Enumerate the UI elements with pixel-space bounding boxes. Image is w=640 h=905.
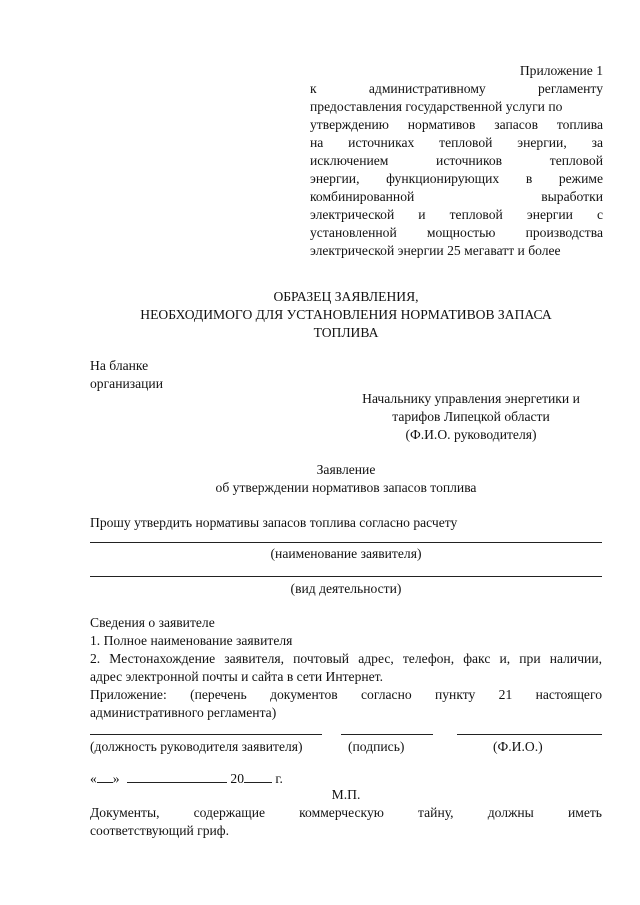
note-line: Документы, содержащие коммерческую тайну, должны иметь — [90, 805, 602, 820]
year-prefix: 20 — [230, 771, 244, 786]
day-blank — [97, 770, 113, 783]
activity-type-line — [90, 576, 602, 577]
annex-line: утверждению нормативов запасов топлива — [310, 117, 603, 132]
applicant-name-line — [90, 542, 602, 543]
statement-subtitle: об утверждении нормативов запасов топлива — [215, 480, 477, 495]
info-item: 2. Местонахождение заявителя, почтовый адрес, телефон, факс и, при наличии, — [90, 651, 602, 666]
letterhead-line: На бланке — [90, 358, 149, 373]
heading-line: НЕОБХОДИМОГО ДЛЯ УСТАНОВЛЕНИЯ НОРМАТИВОВ ЗАПАСА — [140, 307, 552, 322]
statement-title: Заявление — [316, 462, 376, 477]
addressee-line: тарифов Липецкой области — [392, 409, 550, 424]
applicant-info — [90, 614, 602, 722]
position-signature-line — [90, 734, 322, 735]
annex-line: предоставления государственной услуги по — [310, 99, 563, 114]
info-title: Сведения о заявителе — [90, 615, 215, 630]
name-signature-line — [457, 734, 602, 735]
date-quote: « — [90, 771, 97, 786]
sign-caption: (подпись) — [348, 739, 405, 754]
document-heading — [90, 288, 602, 342]
request-text: Прошу утвердить нормативы запасов топлива согласно расчету — [90, 515, 458, 530]
attachment-text: административного регламента) — [90, 705, 277, 720]
activity-type-caption: (вид деятельности) — [290, 581, 402, 596]
addressee-block — [330, 390, 612, 444]
position-caption: (должность руководителя заявителя) — [90, 739, 303, 754]
stamp-place: М.П. — [331, 787, 361, 802]
letterhead-note — [90, 357, 163, 393]
attachment-text: Приложение: (перечень документов согласно пункту 21 настоящего — [90, 687, 602, 702]
applicant-name-caption: (наименование заявителя) — [270, 546, 422, 561]
annex-body — [310, 80, 603, 260]
info-item: 1. Полное наименование заявителя — [90, 633, 293, 648]
year-suffix: г. — [275, 771, 283, 786]
annex-line: исключением источников тепловой — [310, 153, 603, 168]
info-item: адрес электронной почты и сайта в сети Интернет. — [90, 669, 384, 684]
annex-line: электрической энергии 25 мегаватт и более — [310, 243, 561, 258]
heading-line: ОБРАЗЕЦ ЗАЯВЛЕНИЯ, — [273, 289, 419, 304]
annex-line: установленной мощностью производства — [310, 225, 603, 240]
annex-line: на источниках тепловой энергии, за — [310, 135, 603, 150]
annex-line: энергии, функционирующих в режиме — [310, 171, 603, 186]
addressee-line: (Ф.И.О. руководителя) — [405, 427, 537, 442]
month-blank — [127, 770, 227, 783]
annex-line: к административному регламенту — [310, 81, 603, 96]
letterhead-line: организации — [90, 376, 163, 391]
year-blank — [244, 770, 272, 783]
note-line: соответствующий гриф. — [90, 823, 230, 838]
sign-signature-line — [341, 734, 433, 735]
addressee-line: Начальнику управления энергетики и — [362, 391, 580, 406]
annex-line: комбинированной выработки — [310, 189, 603, 204]
annex-title: Приложение 1 — [519, 63, 603, 78]
confidentiality-note — [90, 804, 602, 840]
statement-title-block — [90, 461, 602, 497]
annex-line: электрической и тепловой энергии с — [310, 207, 603, 222]
name-caption: (Ф.И.О.) — [493, 739, 543, 754]
heading-line: ТОПЛИВА — [313, 325, 379, 340]
date-quote: » — [112, 771, 120, 786]
